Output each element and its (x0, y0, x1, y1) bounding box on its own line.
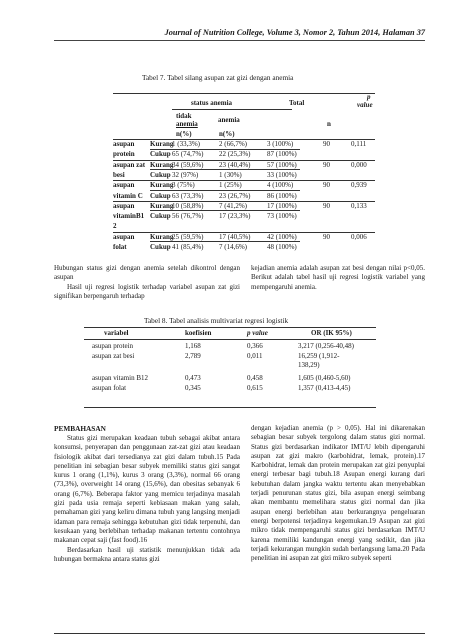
table7-status-rule (172, 109, 292, 110)
table7-top-rule (113, 93, 375, 94)
table7-cell-var: vitamin C (113, 191, 143, 200)
table7-cell-n: 90 (323, 160, 330, 169)
table8-cell-p: 0,458 (247, 374, 263, 382)
table7-cell-b: 22 (25,3%) (219, 150, 251, 159)
para-left-1 (54, 264, 240, 301)
table7-title: Tabel 7. Tabel silang asupan zat gizi dengan anemia (142, 73, 294, 82)
table7-cell-b: 1 (25%) (219, 181, 242, 190)
table7-cell-a: 34 (59,6%) (172, 160, 204, 169)
table7-cell-var: asupan (113, 201, 135, 210)
table8-h-p: p value (247, 329, 268, 337)
table8-cell-or: 1,605 (0,460-5,60) (298, 374, 351, 382)
table7-cell-t: 57 (100%) (267, 160, 297, 169)
table7-cell-cat: Cukup (150, 212, 171, 221)
table7-cell-b: 1 (30%) (219, 170, 242, 179)
table7-cell-cat: Kurang (150, 140, 174, 148)
para-right-1: kejadian anemia adalah asupan zat besi dengan nilai p<0,05. Berikut adalah tabel hasil uji regresi logistik variabel yang mempengaruhi anemia. (251, 264, 425, 291)
table7-cell-t: 42 (100%) (267, 232, 297, 241)
table7-cell-a: 3 (75%) (172, 181, 195, 190)
table7-cell-var: folat (113, 243, 127, 251)
table8-cell-or: 1,357 (0,413-4,45) (298, 384, 351, 392)
table7-cell-b: 2 (66,7%) (219, 140, 247, 148)
table7-cell-t: 4 (100%) (267, 181, 294, 190)
table7-cell-a: 25 (59,5%) (172, 232, 204, 241)
table7-cell-var: asupan (113, 140, 135, 148)
table7-cell-var: asupan (113, 232, 135, 241)
table7-cell-cat: Kurang (150, 201, 174, 210)
table7-cell-var: vitaminB1 (113, 212, 145, 221)
table7-cell-n: 90 (323, 201, 330, 210)
table7-cell-a: 63 (73,3%) (172, 191, 204, 200)
table7-col-p: p (367, 93, 371, 101)
table8-bottom-rule (84, 407, 376, 408)
table7-cell-b: 7 (41,2%) (219, 201, 247, 210)
table7-cell-var: asupan zat (113, 160, 146, 169)
table7-cell-t: 3 (100%) (267, 140, 294, 148)
para-left-1a: Hubungan status gizi dengan anemia setelah dikontrol dengan asupan (54, 264, 240, 282)
page-header (0, 0, 452, 40)
pembahasan-left (54, 434, 240, 564)
table8-cell-var: asupan vitamin B12 (92, 374, 148, 382)
table8-header-rule (84, 339, 376, 340)
table8-cell-or-cont: 138,29) (298, 361, 320, 369)
table8-cell-k: 1,168 (185, 342, 201, 350)
table7-cell-a: 56 (76,7%) (172, 212, 204, 221)
table7-cell-a: 65 (74,7%) (172, 150, 204, 159)
table7-cell-p: 0,111 (351, 140, 367, 148)
table7-cell-b: 23 (26,7%) (219, 191, 251, 200)
table7-cell-b: 7 (14,6%) (219, 243, 247, 251)
table8-top-rule (84, 327, 376, 328)
table8-h-or: OR (IK 95%) (311, 329, 352, 337)
table7-group-rule (113, 139, 375, 140)
table8-cell-or: 3,217 (0,256-40,48) (298, 342, 354, 350)
table7-cell-a: 1 (33,3%) (172, 140, 200, 148)
table7-cell-b: 17 (23,3%) (219, 212, 251, 221)
table8-cell-var: asupan folat (92, 384, 127, 392)
table7-col-total: Total (289, 99, 305, 107)
table8-cell-k: 0,345 (185, 384, 201, 392)
table7-cell-cat: Cukup (150, 191, 171, 200)
table7-col-tidak: tidak (176, 112, 192, 120)
table7-cell-cat: Cukup (150, 170, 171, 179)
table8-cell-k: 0,473 (185, 374, 201, 382)
table7-group-rule (113, 160, 375, 161)
table7-cell-p: 0,133 (351, 201, 367, 210)
section-heading: PEMBAHASAN (54, 424, 106, 433)
table7-col-anemia: anemia (218, 116, 240, 124)
pembahasan-left-p2: Berdasarkan hasil uji statistik menunjukkan tidak ada hubungan bermakna antara status gizi (54, 545, 240, 563)
table8-title: Tabel 8. Tabel analisis multivariat regresi logistik (144, 316, 289, 325)
table7-cell-t: 33 (100%) (267, 170, 297, 179)
table7-cell-var: besi (113, 170, 125, 179)
table7-cell-cat: Cukup (150, 150, 171, 159)
table7-cell-cat: Kurang (150, 232, 174, 241)
table7-group-rule (113, 201, 375, 202)
pembahasan-right: dengan kejadian anemia (p > 0,05). Hal ini dikarenakan sebagian besar subyek tergolong dalam status gizi normal. Status gizi berdasarkan indikator IMT/U lebih dipengaruhi asupan zat gizi makro (karbohidrat, lemak, protein).17 Karbohidrat, lemak dan protein merupakan zat gizi penyuplai energi terbesar bagi tubuh.18 Asupan energi kurang dari kebutuhan dalam jangka waktu tertentu akan menyebabkan terjadi penurunan status gizi, bila asupan energi seimbang akan membantu memelihara status gizi normal dan jika asupan energi berlebihan atau berkurangnya pengeluaran energi berpotensi terjadinya kegemukan.19 Asupan zat gizi mikro tidak mempengaruhi status gizi berdasarkan IMT/U karena memiliki kandungan energi yang sedikit, dan jika terjadi kekurangan mungkin sudah berlangsung lama.20 Pada penelitian ini asupan zat gizi mikro subyek seperti (251, 424, 425, 563)
table7-cell-t: 73 (100%) (267, 212, 297, 221)
table7-col-p2: value (357, 101, 373, 109)
table7-group-rule (113, 232, 375, 233)
table7-cell-var: protein (113, 150, 135, 159)
pembahasan-left-p1: Status gizi merupakan keadaan tubuh sebagai akibat antara konsumsi, penyerapan dan penggunaan zat-zat gizi atau keadaan fisiologik akibat dari tersedianya zat gizi dalam tubuh.15 Pada penelitian ini sebagian besar subyek memiliki status gizi sangat kurus 1 orang (1,1%), kurus 3 orang (3,3%), normal 66 orang (73,3%), overweight 14 orang (15,6%), dan obesitas sebanyak 6 orang (6,7%). Beberapa faktor yang memicu terjadinya masalah gizi pada usia remaja seperti kebiasaan makan yang salah, pemahaman gizi yang keliru dimana tubuh yang langsing menjadi idaman para remaja sehingga kebutuhan gizi tidak terpenuhi, dan kesukaan yang berlebihan terhadap makanan tertentu contohnya makanan cepat saji (fast food).16 (54, 434, 240, 545)
table7-cell-var: 2 (113, 222, 117, 231)
table7-cell-b: 23 (40,4%) (219, 160, 251, 169)
table7-cell-a: 10 (58,8%) (172, 201, 204, 210)
journal-header: Journal of Nutrition College, Volume 3, Nomor 2, Tahun 2014, Halaman 37 (164, 28, 425, 37)
table7-col-status: status anemia (191, 99, 233, 107)
table7-cell-cat: Cukup (150, 243, 171, 251)
table7-cell-cat: Kurang (150, 181, 174, 190)
table7-group-rule (113, 180, 375, 181)
table7-cell-var: asupan (113, 181, 135, 190)
table8-cell-k: 2,789 (185, 352, 201, 360)
table7-col-n: n (327, 120, 331, 128)
table7-cell-t: 48 (100%) (267, 243, 297, 251)
table8-cell-or: 16,259 (1,912- (298, 352, 340, 360)
para-left-1b: Hasil uji regresi logistik terhadap variabel asupan zat gizi signifikan berpengaruh terhadap (54, 282, 240, 300)
table7-cell-cat: Kurang (150, 160, 174, 169)
header-rule (54, 40, 425, 41)
table7-cell-p: 0,000 (351, 160, 367, 169)
table7-cell-t: 17 (100%) (267, 201, 297, 210)
table7-cell-b: 17 (40,5%) (219, 232, 251, 241)
table7-col-anemia-under: anemia (176, 120, 198, 128)
table8-h-koef: koefisien (185, 329, 212, 337)
table7-cell-n: 90 (323, 140, 330, 148)
table7-cell-p: 0,006 (351, 232, 367, 241)
table7-cell-p: 0,939 (351, 181, 367, 190)
table7-cell-t: 86 (100%) (267, 191, 297, 200)
table8-cell-var: asupan zat besi (92, 352, 135, 360)
table8-cell-p: 0,011 (247, 352, 263, 360)
table7-cell-n: 90 (323, 181, 330, 190)
table8-cell-p: 0,366 (247, 342, 263, 350)
table7-cell-a: 41 (85,4%) (172, 243, 204, 251)
table7-cell-a: 32 (97%) (172, 170, 199, 179)
table8-h-var: variabel (104, 329, 129, 337)
table8-cell-var: asupan protein (92, 342, 134, 350)
footer-rule (54, 633, 425, 634)
table7-cell-t: 87 (100%) (267, 150, 297, 159)
table7-col-n2: n(%) (219, 130, 235, 138)
table8-cell-p: 0,615 (247, 384, 263, 392)
table7-col-n1: n(%) (176, 130, 192, 138)
table7-cell-n: 90 (323, 232, 330, 241)
